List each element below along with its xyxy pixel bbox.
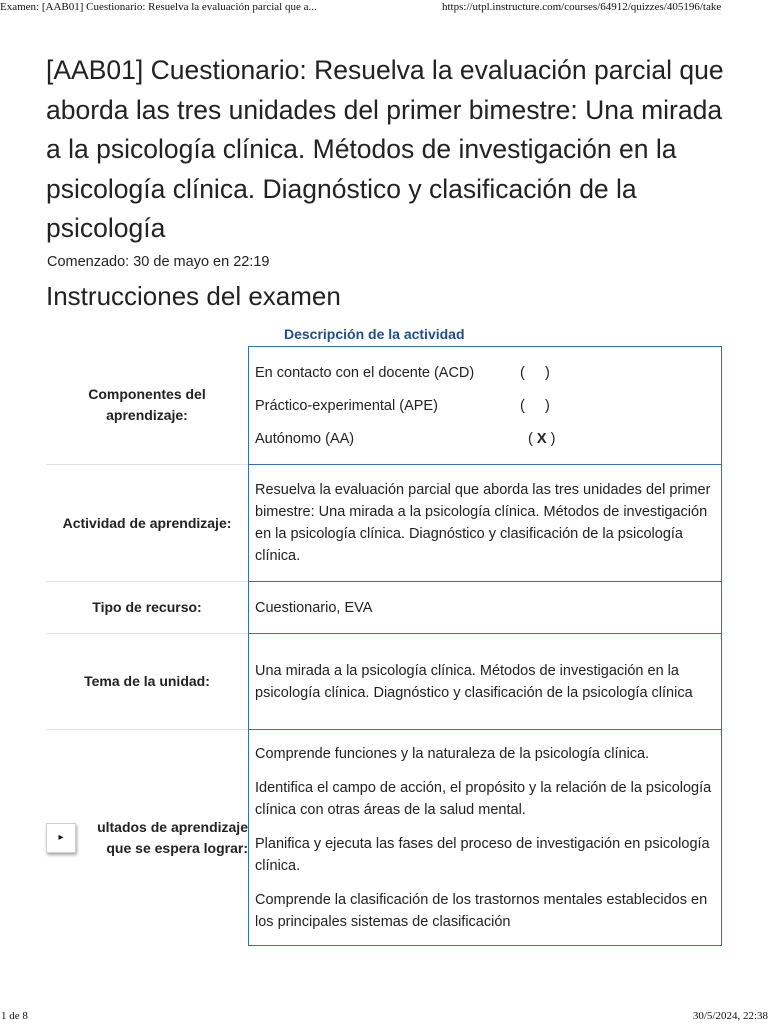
results-label-line1: ultados de aprendizaje [97,818,248,835]
results-label-cell [46,730,249,946]
activity-caption: Descripción de la actividad [284,326,465,342]
quiz-title: [AAB01] Cuestionario: Resuelva la evaluación parcial que aborda las tres unidades del primer bimestre: Una mirada a la psicología clínica. Métodos de investigación en la psicología clínica. Diagnóstico y clasificación de la psicología [46,55,724,243]
table-row [46,347,722,465]
activity-cell [249,465,722,582]
component-mark-selected [520,428,555,450]
table-row [46,634,722,730]
table-row [46,582,722,634]
component-mark: ( ) [520,364,550,381]
results-label [46,817,248,859]
resource-cell [249,582,722,634]
results-label-line2: que se espera lograr: [106,839,248,856]
print-header-url: https://utpl.instructure.com/courses/64912/quizzes/405196/take [442,1,722,13]
print-timestamp: 30/5/2024, 22:38 [692,1010,768,1022]
list-item: Planifica y ejecuta las fases del proceso de investigación en psicología clínica. [255,835,710,874]
play-icon: ▸ [58,831,64,843]
component-item [255,395,715,417]
components-label [46,347,249,465]
list-item: Comprende funciones y la naturaleza de la psicología clínica. [255,745,650,762]
list-item: Comprende la clasificación de los trastornos mentales establecidos en los principales sistemas de clasificación [255,891,708,930]
activity-value: Resuelva la evaluación parcial que aborda las tres unidades del primer bimestre: Una mirada a la psicología clínica. Métodos de investigación en la psicología clínica. Diagnóstico y clasificación de la psicología clínica. [255,482,711,564]
table-row [46,465,722,582]
activity-label: Actividad de aprendizaje: [46,465,249,582]
print-header-title: Examen: [AAB01] Cuestionario: Resuelva la evaluación parcial que a... [0,1,317,13]
table-row [46,730,722,946]
page-counter: 1 de 8 [1,1010,28,1022]
play-button[interactable] [46,823,76,853]
mark-open: ( [520,430,537,447]
results-cell [249,730,722,946]
component-item [255,362,715,384]
list-item: Identifica el campo de acción, el propósito y la relación de la psicología clínica con otras áreas de la salud mental. [255,779,712,818]
instructions-heading: Instrucciones del examen [46,281,341,311]
components-label-text: Componentes del aprendizaje: [88,386,206,424]
print-footer [0,1010,768,1024]
component-mark: ( ) [520,397,550,414]
resource-label: Tipo de recurso: [46,582,249,634]
mark-x: X [536,430,547,447]
started-timestamp: Comenzado: 30 de mayo en 22:19 [47,254,270,270]
theme-value: Una mirada a la psicología clínica. Métodos de investigación en la psicología clínica. Diagnóstico y clasificación de la psicología clínica [255,662,693,701]
resource-value: Cuestionario, EVA [255,599,373,616]
component-item [255,428,715,450]
components-cell [249,347,722,465]
activity-table [46,346,722,946]
component-label: Práctico-experimental (APE) [255,397,438,414]
component-label: Autónomo (AA) [255,430,355,447]
theme-label: Tema de la unidad: [46,634,249,730]
print-header [0,0,768,16]
theme-cell [249,634,722,730]
component-label: En contacto con el docente (ACD) [255,364,475,381]
mark-close: ) [546,430,556,447]
